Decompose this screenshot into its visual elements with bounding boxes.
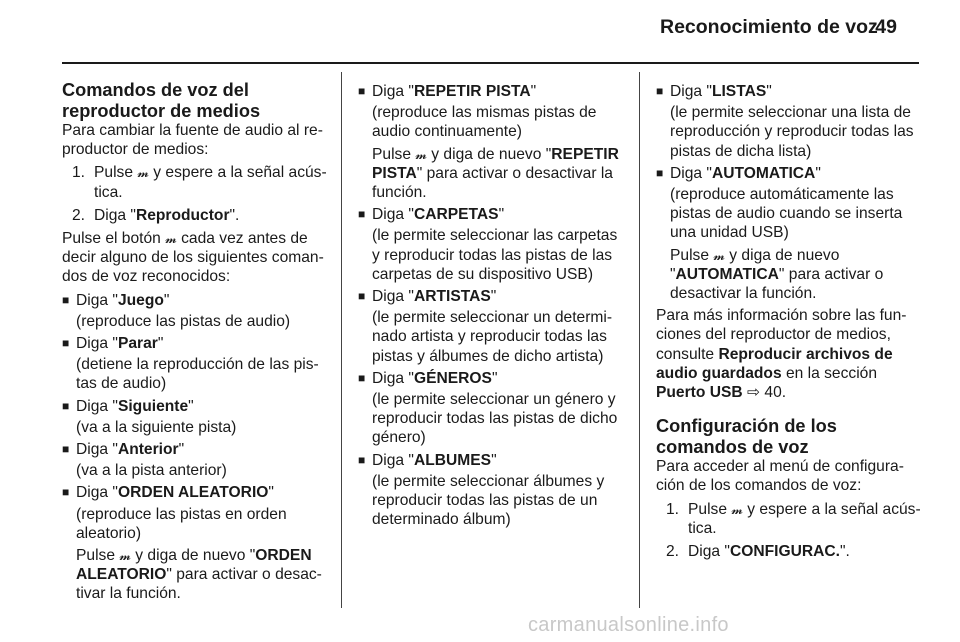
command-name: ORDEN ALEATORIO bbox=[117, 484, 269, 502]
list-item bbox=[62, 397, 328, 416]
step-2 bbox=[666, 542, 922, 561]
toggle-text-tail: " para activar o desac-tivar la función. bbox=[76, 566, 322, 603]
cmd-prefix: Diga " bbox=[670, 83, 712, 100]
command-desc: (reproduce las pistas en orden aleatorio) bbox=[76, 505, 287, 542]
list-item bbox=[358, 205, 624, 224]
more-info-text bbox=[656, 306, 922, 402]
command-desc: (reproduce las mismas pistas de audio continuamente) bbox=[372, 104, 597, 141]
step-text-b: y espere a la señal acús-tica. bbox=[688, 500, 921, 537]
command-name: CONFIGURAC. bbox=[729, 543, 840, 561]
bullet-icon: ■ bbox=[62, 442, 70, 457]
cmd-prefix: Diga " bbox=[372, 369, 414, 387]
command-name: Parar bbox=[117, 335, 158, 353]
cmd-prefix: Diga " bbox=[372, 206, 414, 224]
column-3 bbox=[656, 80, 922, 565]
voice-button-icon: 𝓶 bbox=[119, 548, 131, 564]
bullet-icon: ■ bbox=[358, 452, 366, 467]
command-desc: (le permite seleccionar un determi-nado artista y reproducir todas las pistas y álbumes de dicho artista) bbox=[372, 309, 613, 365]
list-item bbox=[358, 451, 624, 470]
intro-text: Para cambiar la fuente de audio al re-productor de medios: bbox=[62, 122, 323, 159]
cmd-suffix: " bbox=[766, 83, 772, 100]
section-title-line1: Comandos de voz del bbox=[62, 80, 249, 100]
pulse-text-a: Pulse el botón bbox=[62, 230, 161, 248]
page-number: 49 bbox=[875, 16, 897, 38]
toggle-text-a: Pulse bbox=[670, 246, 710, 264]
section-title-config: Configuración de los comandos de voz bbox=[656, 416, 837, 457]
voice-button-icon: 𝓶 bbox=[415, 146, 427, 162]
step-1 bbox=[666, 500, 922, 538]
arrow-ref-icon: ⇨ bbox=[747, 384, 761, 402]
command-desc: (va a la siguiente pista) bbox=[76, 418, 237, 436]
step-text: Diga " bbox=[688, 543, 730, 561]
column-divider-2 bbox=[639, 72, 640, 608]
step-number: 1. bbox=[666, 500, 680, 518]
cmd-prefix: Diga " bbox=[76, 335, 118, 353]
step-1 bbox=[72, 163, 328, 201]
watermark: carmanualsonline.info bbox=[528, 614, 729, 636]
cmd-suffix: " bbox=[268, 484, 274, 502]
page-header-title: Reconocimiento de voz bbox=[660, 16, 878, 38]
command-name: ORDEN ALEATORIO bbox=[76, 547, 312, 584]
voice-button-icon: 𝓶 bbox=[165, 231, 177, 247]
cross-ref-link: Reproducir archivos de audio guardados bbox=[656, 345, 893, 382]
command-desc: (le permite seleccionar álbumes y reproducir todas las pistas de un determinado álbum) bbox=[372, 472, 605, 529]
voice-button-icon: 𝓶 bbox=[731, 501, 743, 517]
command-desc: (detiene la reproducción de las pis-tas de audio) bbox=[76, 356, 319, 393]
bullet-icon: ■ bbox=[358, 207, 366, 222]
bullet-icon: ■ bbox=[62, 336, 70, 351]
cmd-suffix: " bbox=[491, 451, 497, 469]
list-item bbox=[62, 483, 328, 502]
step-number: 1. bbox=[72, 164, 86, 182]
command-toggle-text bbox=[76, 546, 328, 604]
cmd-suffix: " bbox=[188, 397, 194, 415]
cmd-prefix: Diga " bbox=[76, 291, 118, 309]
command-name: Anterior bbox=[117, 441, 179, 459]
command-toggle-text bbox=[372, 145, 624, 203]
list-item bbox=[62, 334, 328, 353]
cmd-prefix: Diga " bbox=[76, 397, 118, 415]
more-info-a: Para más información sobre las fun-ciones del reproductor de medios, consulte bbox=[656, 307, 907, 363]
bullet-icon: ■ bbox=[656, 84, 664, 98]
command-name: Reproductor bbox=[135, 206, 230, 224]
list-item bbox=[358, 287, 624, 306]
command-desc: (le permite seleccionar un género y reproducir todas las pistas de dicho género) bbox=[372, 391, 618, 447]
pulse-text-b: cada vez antes de decir alguno de los siguientes coman-dos de voz reconocidos: bbox=[62, 230, 324, 286]
step-text-b: y espere a la señal acús-tica. bbox=[94, 164, 327, 201]
command-name: Juego bbox=[117, 291, 164, 309]
command-name: Siguiente bbox=[117, 397, 189, 415]
list-item bbox=[656, 82, 922, 101]
bullet-icon: ■ bbox=[358, 289, 366, 304]
toggle-text-tail: " para activar o desactivar la función. bbox=[670, 265, 884, 303]
toggle-text-a: Pulse bbox=[76, 547, 116, 565]
more-info-b: en la sección bbox=[785, 364, 878, 382]
list-item bbox=[62, 291, 328, 310]
pulse-text bbox=[62, 229, 328, 287]
command-name: AUTOMATICA bbox=[675, 265, 779, 283]
command-name: LISTAS bbox=[711, 83, 767, 100]
cmd-prefix: Diga " bbox=[372, 451, 414, 469]
command-desc: (reproduce las pistas de audio) bbox=[76, 312, 291, 330]
cmd-prefix: Diga " bbox=[372, 83, 414, 100]
list-item bbox=[62, 440, 328, 459]
command-desc: (le permite seleccionar las carpetas y reproducir todas las pistas de las carpetas de su dispositivo USB) bbox=[372, 227, 618, 283]
cmd-suffix: " bbox=[498, 206, 505, 224]
bullet-icon: ■ bbox=[62, 485, 70, 500]
step-text: Pulse bbox=[688, 500, 728, 518]
command-name: ALBUMES bbox=[413, 451, 492, 469]
toggle-text-a: Pulse bbox=[372, 145, 412, 163]
column-divider-1 bbox=[341, 72, 342, 608]
step-text: Diga " bbox=[94, 206, 136, 224]
page-ref: 40. bbox=[764, 384, 787, 402]
cmd-prefix: Diga " bbox=[76, 484, 118, 502]
command-desc: (le permite seleccionar una lista de reproducción y reproducir todas las pistas de dicha lista) bbox=[670, 104, 914, 160]
toggle-text-b: y diga de nuevo " bbox=[135, 547, 256, 565]
command-name: GÉNEROS bbox=[413, 369, 492, 387]
voice-button-icon: 𝓶 bbox=[137, 165, 149, 181]
command-toggle-text bbox=[670, 246, 922, 304]
step-number: 2. bbox=[72, 206, 86, 224]
column-1 bbox=[62, 80, 328, 607]
cmd-suffix: " bbox=[815, 164, 821, 182]
command-name: REPETIR PISTA bbox=[413, 83, 531, 100]
cmd-prefix: Diga " bbox=[372, 288, 414, 306]
command-name: REPETIR PISTA bbox=[372, 145, 619, 182]
cmd-suffix: " bbox=[178, 441, 185, 459]
toggle-text-b: y diga de nuevo " bbox=[431, 145, 552, 163]
list-item bbox=[656, 164, 922, 183]
cmd-suffix: " bbox=[490, 288, 497, 306]
step-number: 2. bbox=[666, 543, 680, 561]
cmd-prefix: Diga " bbox=[76, 441, 118, 459]
section-title-media bbox=[62, 80, 328, 121]
command-desc: (va a la pista anterior) bbox=[76, 462, 227, 480]
cmd-suffix: " bbox=[491, 369, 498, 387]
command-name: CARPETAS bbox=[413, 206, 499, 224]
column-2 bbox=[358, 80, 624, 532]
cmd-suffix: " bbox=[163, 291, 170, 309]
cmd-suffix: " bbox=[530, 83, 537, 100]
cross-ref-section: Puerto USB bbox=[656, 384, 743, 402]
toggle-text-tail: " para activar o desactivar la función. bbox=[372, 164, 613, 202]
bullet-icon: ■ bbox=[358, 370, 366, 385]
header-rule bbox=[62, 62, 919, 64]
command-name: AUTOMATICA bbox=[711, 164, 816, 182]
bullet-icon: ■ bbox=[62, 398, 70, 413]
list-item bbox=[358, 369, 624, 388]
cmd-prefix: Diga " bbox=[670, 164, 712, 182]
step-text-b: ". bbox=[839, 543, 850, 561]
list-item bbox=[358, 82, 624, 101]
bullet-icon: ■ bbox=[62, 292, 70, 307]
toggle-text-b: y diga de nuevo bbox=[729, 246, 840, 264]
command-name: ARTISTAS bbox=[413, 288, 491, 306]
bullet-icon: ■ bbox=[656, 165, 664, 180]
step-text-b: ". bbox=[229, 206, 240, 224]
bullet-icon: ■ bbox=[358, 84, 366, 98]
toggle-quote: " bbox=[670, 265, 676, 283]
cmd-suffix: " bbox=[157, 335, 164, 353]
intro-text: Para acceder al menú de configura-ción de los comandos de voz: bbox=[656, 458, 904, 495]
section-title-line2: reproductor de medios bbox=[62, 100, 261, 121]
step-text: Pulse bbox=[94, 164, 134, 182]
step-2 bbox=[72, 206, 328, 225]
command-desc: (reproduce automáticamente las pistas de audio cuando se inserta una unidad USB) bbox=[670, 186, 903, 242]
voice-button-icon: 𝓶 bbox=[713, 247, 725, 263]
